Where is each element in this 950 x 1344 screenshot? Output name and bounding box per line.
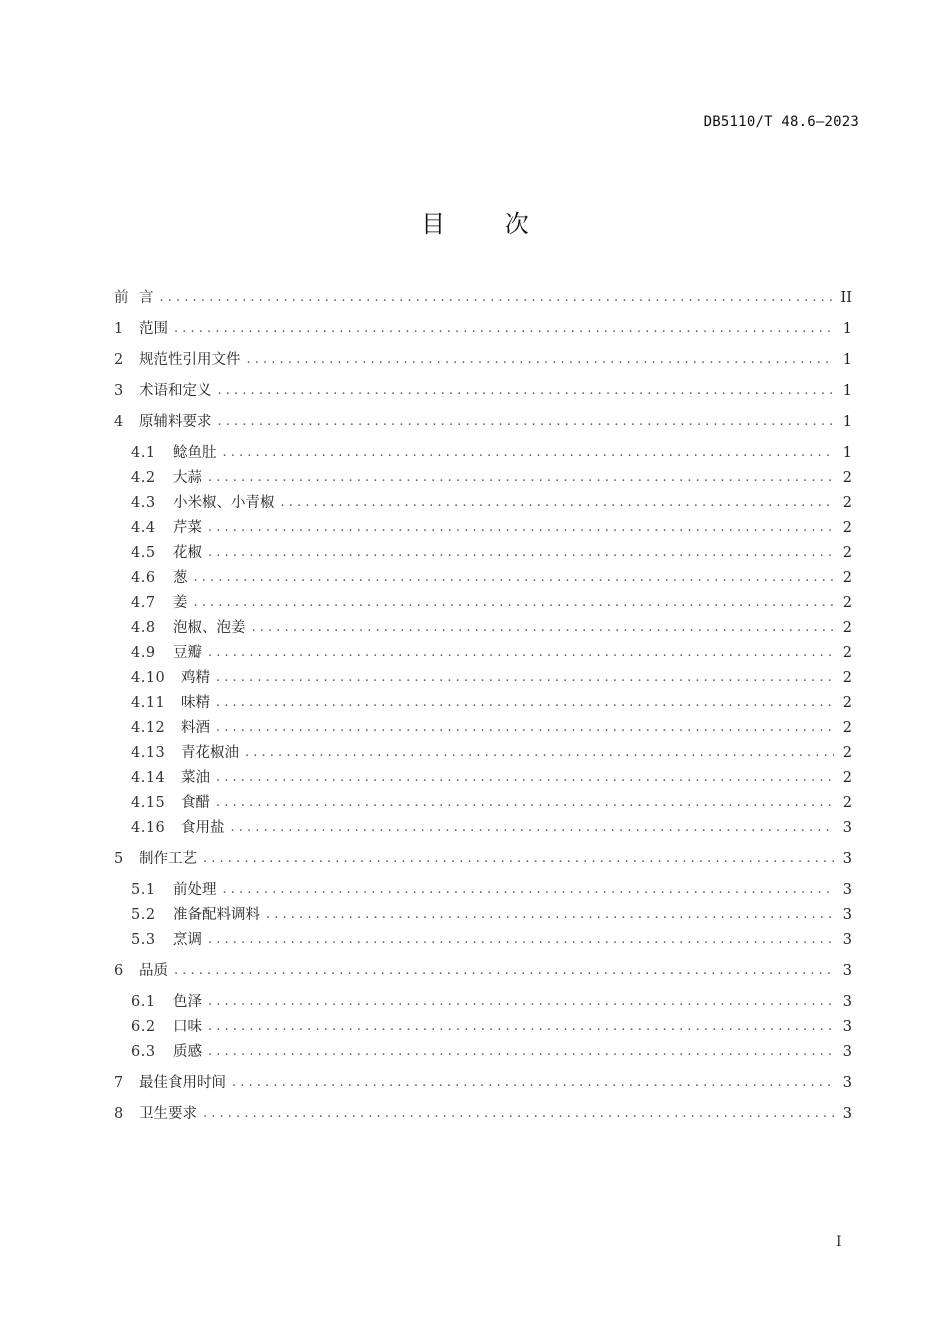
toc-entry-number: 4.10 [131, 670, 166, 686]
toc-entry-number: 4.15 [131, 795, 166, 811]
toc-entry-label: 豆瓣 [173, 645, 202, 661]
toc-leader-dots [216, 667, 834, 689]
toc-leader-dots [232, 1072, 834, 1094]
toc-leader-dots [216, 792, 834, 814]
toc-subentry[interactable] [131, 467, 852, 489]
toc-subentry[interactable] [131, 1016, 852, 1038]
toc-entry-page: II [840, 290, 852, 306]
toc-leader-dots [174, 318, 834, 340]
toc-leader-dots [216, 767, 834, 789]
toc-entry-number: 5.3 [131, 932, 156, 948]
toc-entry-number: 5 [114, 851, 124, 867]
toc-leader-dots [160, 287, 835, 309]
toc-subentry[interactable] [131, 991, 852, 1013]
toc-subentry[interactable] [131, 717, 852, 739]
toc-entry-label: 口味 [173, 1019, 202, 1035]
toc-entry-number: 7 [114, 1075, 124, 1091]
toc-subentry[interactable] [131, 929, 852, 951]
toc-entry-number: 前 [114, 290, 129, 306]
toc-entry-number: 6.2 [131, 1019, 156, 1035]
toc-entry-number: 8 [114, 1106, 124, 1122]
toc-entry-label: 制作工艺 [139, 851, 197, 867]
toc-leader-dots [194, 567, 835, 589]
toc-entry-label: 大蒜 [173, 470, 202, 486]
toc-entry-page: 2 [842, 595, 852, 611]
toc-entry-number: 3 [114, 383, 124, 399]
toc-entry-page: 2 [842, 620, 852, 636]
toc-entry[interactable] [114, 1103, 852, 1125]
toc-subentry[interactable] [131, 542, 852, 564]
toc-entry-number: 2 [114, 352, 124, 368]
toc-entry-label: 卫生要求 [139, 1106, 197, 1122]
toc-entry-number: 6 [114, 963, 124, 979]
toc-entry-label: 言 [139, 290, 154, 306]
toc-entry-page: 2 [842, 570, 852, 586]
toc-entry-page: 1 [842, 321, 852, 337]
toc-entry-label: 菜油 [181, 770, 210, 786]
toc-leader-dots [208, 1016, 834, 1038]
toc-leader-dots [216, 692, 834, 714]
toc-leader-dots [266, 904, 834, 926]
toc-entry-number: 4.8 [131, 620, 156, 636]
toc-entry[interactable] [114, 1072, 852, 1094]
toc-entry-label: 食醋 [181, 795, 210, 811]
toc-leader-dots [223, 442, 835, 464]
toc-entry-page: 2 [842, 745, 852, 761]
toc-entry-page: 3 [842, 1075, 852, 1091]
toc-leader-dots [281, 492, 835, 514]
toc-subentry[interactable] [131, 567, 852, 589]
toc-entry-page: 1 [842, 445, 852, 461]
toc-entry-number: 4.14 [131, 770, 166, 786]
toc-entry-label: 葱 [173, 570, 188, 586]
toc-entry-label: 准备配料调料 [173, 907, 260, 923]
toc-leader-dots [245, 742, 834, 764]
toc-subentry[interactable] [131, 904, 852, 926]
toc-leader-dots [252, 617, 835, 639]
toc-subentry[interactable] [131, 642, 852, 664]
toc-leader-dots [208, 517, 834, 539]
toc-subentry[interactable] [131, 879, 852, 901]
toc-entry-number: 4.6 [131, 570, 156, 586]
page-number: I [836, 1234, 842, 1250]
toc-entry-number: 4.1 [131, 445, 156, 461]
toc-entry-page: 1 [842, 352, 852, 368]
toc-subentry[interactable] [131, 692, 852, 714]
toc-leader-dots [174, 960, 834, 982]
toc-leader-dots [203, 848, 834, 870]
toc-leader-dots [208, 929, 834, 951]
toc-leader-dots [231, 817, 835, 839]
toc-entry[interactable] [114, 349, 852, 371]
toc-entry-number: 4.4 [131, 520, 156, 536]
toc-entry-label: 原辅料要求 [139, 414, 212, 430]
toc-entry[interactable] [114, 380, 852, 402]
toc-entry-number: 5.2 [131, 907, 156, 923]
toc-entry[interactable] [114, 960, 852, 982]
toc-entry-page: 3 [842, 1019, 852, 1035]
toc-entry-label: 姜 [173, 595, 188, 611]
toc-leader-dots [218, 411, 835, 433]
toc-entry-page: 3 [842, 994, 852, 1010]
toc-entry-number: 6.3 [131, 1044, 156, 1060]
toc-entry-number: 4.7 [131, 595, 156, 611]
toc-title: 目 次 [421, 210, 555, 238]
toc-entry-label: 泡椒、泡姜 [173, 620, 246, 636]
toc-leader-dots [247, 349, 835, 371]
toc-entry-number: 6.1 [131, 994, 156, 1010]
toc-subentry[interactable] [131, 442, 852, 464]
toc-leader-dots [208, 642, 834, 664]
toc-leader-dots [218, 380, 835, 402]
toc-entry-number: 4.2 [131, 470, 156, 486]
toc-entry-label: 范围 [139, 321, 168, 337]
toc-entry-page: 3 [842, 1044, 852, 1060]
toc-entry-page: 2 [842, 695, 852, 711]
toc-entry[interactable] [114, 411, 852, 433]
toc-entry-number: 4 [114, 414, 124, 430]
toc-subentry[interactable] [131, 1041, 852, 1063]
toc-entry-number: 4.3 [131, 495, 156, 511]
toc-entry-page: 3 [842, 882, 852, 898]
toc-entry-label: 料酒 [181, 720, 210, 736]
toc-entry-number: 4.5 [131, 545, 156, 561]
toc-entry-label: 规范性引用文件 [139, 352, 241, 368]
toc-entry-number: 4.11 [131, 695, 166, 711]
toc-leader-dots [223, 879, 835, 901]
toc-entry-page: 2 [842, 720, 852, 736]
toc-entry-page: 2 [842, 520, 852, 536]
toc-subentry[interactable] [131, 617, 852, 639]
toc-entry-page: 2 [842, 495, 852, 511]
toc-entry-label: 青花椒油 [181, 745, 239, 761]
toc-entry-number: 4.12 [131, 720, 166, 736]
toc-entry-label: 前处理 [173, 882, 217, 898]
toc-entry-label: 鸡精 [181, 670, 210, 686]
toc-entry-page: 3 [842, 932, 852, 948]
toc-leader-dots [216, 717, 834, 739]
toc-entry-label: 色泽 [173, 994, 202, 1010]
toc-entry[interactable] [114, 287, 852, 309]
toc-leader-dots [208, 991, 834, 1013]
toc-entry-label: 食用盐 [181, 820, 225, 836]
toc-entry-label: 芹菜 [173, 520, 202, 536]
toc-entry-page: 2 [842, 470, 852, 486]
toc-leader-dots [208, 542, 834, 564]
toc-subentry[interactable] [131, 767, 852, 789]
toc-entry-page: 3 [842, 851, 852, 867]
toc-entry-page: 3 [842, 963, 852, 979]
toc-entry-page: 2 [842, 645, 852, 661]
toc-subentry[interactable] [131, 817, 852, 839]
toc-entry-page: 3 [842, 1106, 852, 1122]
toc-subentry[interactable] [131, 517, 852, 539]
toc-entry-number: 1 [114, 321, 124, 337]
toc-entry[interactable] [114, 318, 852, 340]
toc-entry-number: 4.9 [131, 645, 156, 661]
toc-subentry[interactable] [131, 667, 852, 689]
toc-subentry[interactable] [131, 492, 852, 514]
toc-entry-number: 4.16 [131, 820, 166, 836]
toc-entry[interactable] [114, 848, 852, 870]
document-code: DB5110/T 48.6—2023 [703, 114, 859, 130]
toc-entry-page: 2 [842, 545, 852, 561]
toc-entry-page: 3 [842, 820, 852, 836]
toc-entry-label: 质感 [173, 1044, 202, 1060]
toc-entry-page: 1 [842, 383, 852, 399]
toc-leader-dots [194, 592, 835, 614]
toc-entry-number: 5.1 [131, 882, 156, 898]
toc-subentry[interactable] [131, 792, 852, 814]
toc-entry-label: 术语和定义 [139, 383, 212, 399]
toc-entry-page: 3 [842, 907, 852, 923]
toc-entry-page: 2 [842, 795, 852, 811]
toc-entry-label: 品质 [139, 963, 168, 979]
toc-entry-label: 小米椒、小青椒 [173, 495, 275, 511]
toc-entry-page: 2 [842, 670, 852, 686]
toc-entry-label: 鲶鱼肚 [173, 445, 217, 461]
toc-entry-label: 花椒 [173, 545, 202, 561]
toc-leader-dots [208, 1041, 834, 1063]
toc-entry-label: 烹调 [173, 932, 202, 948]
toc-entry-label: 味精 [181, 695, 210, 711]
toc-entry-number: 4.13 [131, 745, 166, 761]
toc-leader-dots [203, 1103, 834, 1125]
toc-entry-label: 最佳食用时间 [139, 1075, 226, 1091]
toc-leader-dots [208, 467, 834, 489]
toc-entry-page: 2 [842, 770, 852, 786]
toc-entry-page: 1 [842, 414, 852, 430]
toc-subentry[interactable] [131, 742, 852, 764]
toc-subentry[interactable] [131, 592, 852, 614]
